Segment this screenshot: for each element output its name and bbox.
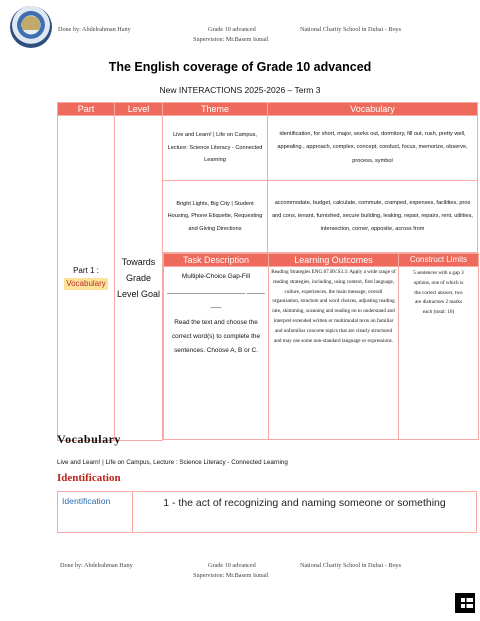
task-rule: ______________________ ________ <box>167 287 265 308</box>
footer-done-by: Done by: Abdelrahman Hany <box>60 562 133 569</box>
footer-school: National Charity School in Dubai - Boys <box>300 562 402 569</box>
construct-limits: 5 sentences with a gap 3 options, one of which is the correct answer, two are distractors 2 marks each (total: 10) <box>399 267 479 440</box>
footer-supervision: Supervision: Mr.Basem Ismail <box>193 572 269 579</box>
footer-grade: Grade 10 advanced <box>208 562 256 569</box>
theme-row-1: Live and Learn! | Life on Campus, Lecture: Science Literacy - Connected Learning <box>163 116 268 181</box>
theme-row-2: Bright Lights, Big City | Student Housing, Phone Etiquette, Requesting and Giving Directions <box>163 181 268 253</box>
part-name: Vocabulary <box>66 279 106 289</box>
vocabulary-heading: Vocabulary <box>57 432 121 446</box>
qr-code-icon <box>455 593 475 613</box>
coverage-table <box>57 102 478 441</box>
school-name: National Charity School in Dubai - Boys <box>300 26 402 33</box>
unit-line: Live and Learn! | Life on Campus, Lecture : Science Literacy - Connected Learning <box>57 459 288 466</box>
supervision: Supervision: Mr.Basem Ismail <box>193 36 269 43</box>
identification-heading: Identification <box>57 472 121 484</box>
header-level: Level <box>115 103 163 116</box>
header-theme: Theme <box>163 103 268 116</box>
task-cell <box>164 267 269 440</box>
level-cell: Towards Grade Level Goal <box>115 116 163 441</box>
grade-label: Grade 10 advanced <box>208 26 256 33</box>
page-subtitle: New INTERACTIONS 2025-2026 – Term 3 <box>159 85 321 95</box>
header-outcomes: Learning Outcomes <box>269 254 399 267</box>
vocabulary-row-2: accommodate, budget, calculate, commute, cramped, expenses, facilities, pros and cons, tenant, furnished, secure building, leaking, repair, repairs, rent, utilities, intersection, corner, opposite, across from <box>268 181 478 253</box>
header-vocabulary: Vocabulary <box>268 103 478 116</box>
page-footer <box>0 562 480 584</box>
part-cell <box>58 116 115 441</box>
header-task: Task Description <box>164 254 269 267</box>
task-instruction: Read the text and choose the correct word(s) to complete the sentences. Choose A, B or C. <box>171 319 261 354</box>
page-header <box>0 26 480 48</box>
term-definition: 1 - the act of recognizing and naming someone or something <box>163 497 446 509</box>
task-type: Multiple-Choice Gap-Fill <box>181 273 251 280</box>
assessment-block <box>163 253 478 441</box>
learning-outcomes: Reading Strategies ENG.07.RV.S3.3: Apply a wide range of reading strategies, including, using context, first language, culture, experiences, the main message, overall organisation, structure and word choices, adjusting reading rate, skimming, scanning and reading on to understand and interpret extended written or multimodal texts on familiar and unfamiliar concrete topics that are clearly structured and may use some non-standard language or expressions. <box>269 267 399 440</box>
part-label: Part 1 : <box>73 266 99 276</box>
term-label: Identification <box>58 492 133 532</box>
vocabulary-row-1: identification, for short, major, works out, dormitory, fill out, rush, pretty well, appealing , approach, complex, concept, conduct, focus, memorize, observe, process, symbol <box>268 116 478 181</box>
header-limits: Construct Limits <box>399 254 479 267</box>
header-part: Part <box>58 103 115 116</box>
definition-box <box>57 491 477 533</box>
done-by: Done by: Abdelrahman Hany <box>58 26 131 33</box>
page-title: The English coverage of Grade 10 advanced <box>108 60 372 74</box>
